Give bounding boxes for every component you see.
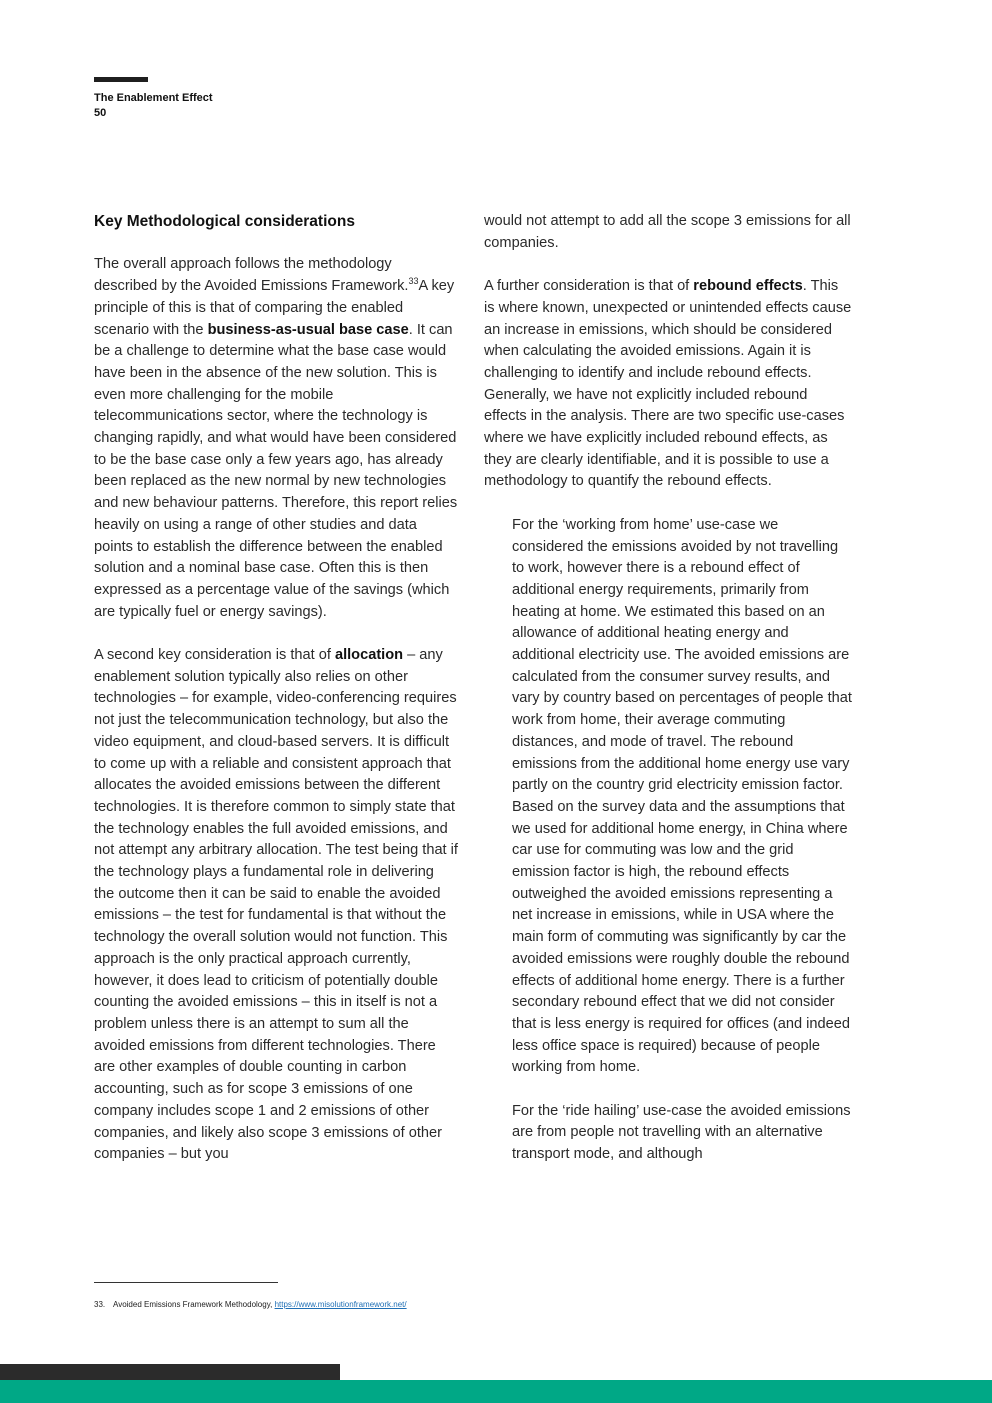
page-number: 50 xyxy=(94,107,107,119)
bold-term-allocation: allocation xyxy=(334,647,404,664)
footer-green-bar xyxy=(0,1380,992,1403)
section-heading: Key Methodological considerations xyxy=(94,213,355,230)
paragraph-text: – any enablement solution typically also relies on other technologies – for example, video-conferencing requires not just the telecommunication technology, but also the video equipment, and cloud-based servers. It is difficult to come up with a reliable and consistent approach that allocates the avoided emissions between the different technologies. It is therefore common to simply state that the technology enables the full avoided emissions, and not attempt any arbitrary allocation. The test being that if the technology plays a fundamental role in delivering the outcome then it can be said to enable the avoided emissions – the test for fundamental is that without the technology the overall solution would not function. This approach is the only practical approach currently, however, it does lead to criticism of potentially double counting the avoided emissions – this in itself is not a problem unless there is an attempt to sum all the avoided emissions from different technologies. There are other examples of double counting in carbon accounting, such as for scope 3 emissions of one company includes scope 1 and 2 emissions of other companies, and likely also scope 3 emissions of other companies – but you xyxy=(94,647,458,1163)
paragraph-text: . It can be a challenge to determine what the base case would have been in the absence of the new solution. This is even more challenging for the mobile telecommunications sector, where the technology is changing rapidly, and what would have been considered to be the base case only a few years ago, has already been replaced as the new normal by new technologies and new behaviour patterns. Therefore, this report relies heavily on using a range of other studies and data points to establish the difference between the enabled solution and a nominal base case. Often this is then expressed as a percentage value of the savings (which are typically fuel or energy savings). xyxy=(94,321,458,620)
paragraph-text: A second key consideration is that of xyxy=(94,647,335,664)
paragraph-text: . This is where known, unexpected or unintended effects cause an increase in emissions, which should be considered when calculating the avoided emissions. Again it is challenging to identify and include rebound effects. Generally, we have not explicitly included rebound effects in the analysis. There are two specific use-cases where we have explicitly included rebound effects, as they are clearly identifiable, and it is possible to use a methodology to quantify the rebound effects. xyxy=(484,278,852,490)
paragraph-methodology xyxy=(94,254,458,623)
header-rule xyxy=(94,77,148,82)
footnote-text: Avoided Emissions Framework Methodology, xyxy=(113,1300,275,1309)
paragraph-continuation: would not attempt to add all the scope 3 emissions for all companies. xyxy=(484,213,851,251)
paragraph-text: A key principle of this is that of comparing the enabled scenario with the xyxy=(94,278,455,338)
right-column xyxy=(484,211,852,1188)
bold-term-base-case: business-as-usual base case xyxy=(207,321,409,338)
footnote xyxy=(94,1300,407,1309)
paragraph-text: The overall approach follows the methodology described by the Avoided Emissions Framework. xyxy=(94,256,409,295)
bold-term-rebound: rebound effects xyxy=(693,278,803,295)
paragraph-text: A further consideration is that of xyxy=(484,278,694,295)
footnote-ref[interactable]: 33 xyxy=(408,276,419,287)
footer-dark-bar xyxy=(0,1364,340,1380)
footnote-rule xyxy=(94,1282,278,1283)
document-title: The Enablement Effect xyxy=(94,92,213,104)
paragraph-rebound xyxy=(484,276,852,493)
paragraph-allocation xyxy=(94,645,458,1166)
paragraph-working-from-home: For the ‘working from home’ use-case we considered the emissions avoided by not travelling to work, however there is a rebound effect of additional energy requirements, primarily from heating at home. We estimated this based on an allowance of additional heating energy and additional electricity use. The avoided emissions are calculated from the consumer survey results, and vary by country based on percentages of people that work from home, their average commuting distances, and mode of travel. The rebound emissions from the additional home energy use vary partly on the country grid electricity emission factor. Based on the survey data and the assumptions that we used for additional home energy, in China where car use for commuting was low and the grid emission factor is high, the rebound effects outweighed the avoided emissions representing a net increase in emissions, while in USA where the main form of commuting was significantly by car the avoided emissions were roughly double the rebound effects of additional home energy. There is a further secondary rebound effect that we did not consider that is less energy is required for offices (and indeed less office space is required) because of people working from home. xyxy=(512,516,852,1076)
paragraph-ride-hailing: For the ‘ride hailing’ use-case the avoided emissions are from people not travelling with an alternative transport mode, and although xyxy=(512,1102,851,1163)
footnote-number: 33. xyxy=(94,1300,106,1309)
left-column xyxy=(94,211,458,1188)
footnote-link[interactable]: https://www.misolutionframework.net/ xyxy=(274,1300,407,1309)
running-header xyxy=(94,91,213,121)
